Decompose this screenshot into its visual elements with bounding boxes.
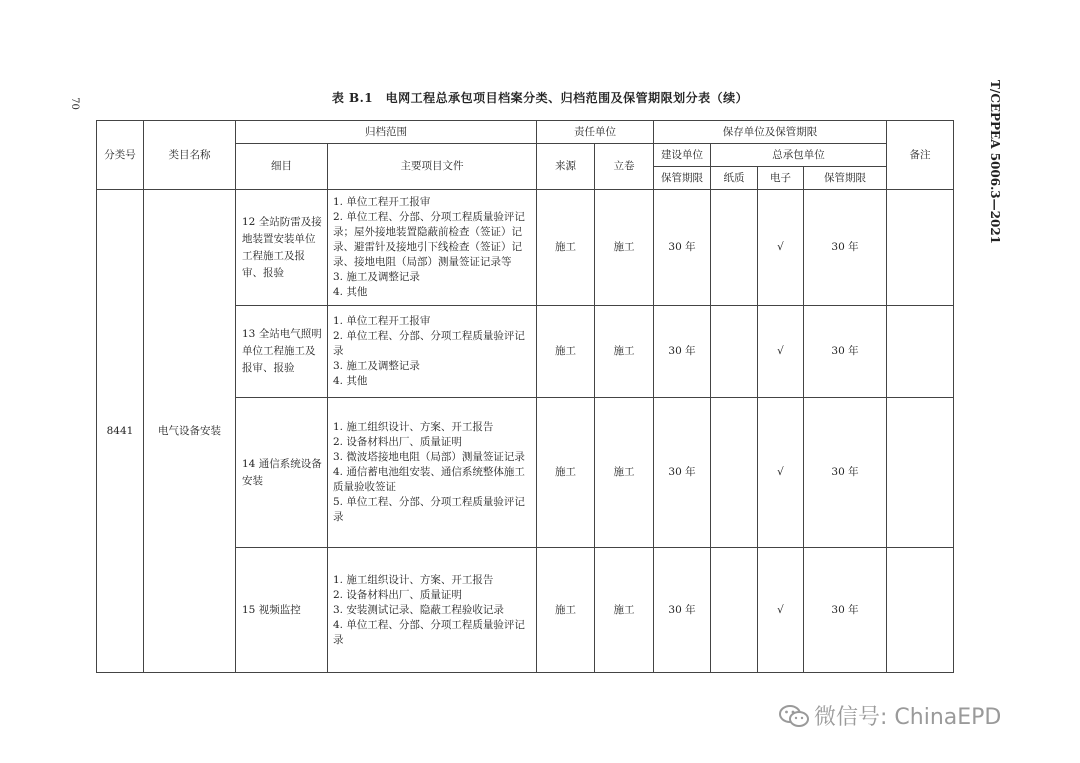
detail-cell: 15 视频监控 <box>236 548 328 673</box>
header-paper: 纸质 <box>711 167 758 190</box>
standard-code: T/CEPPEA 5006.3—2021 <box>988 80 1002 245</box>
doc-line: 4. 通信蓄电池组安装、通信系统整体施工质量验收签证 <box>333 466 525 493</box>
doc-line: 4. 其他 <box>333 286 368 298</box>
doc-line: 3. 微波塔接地电阻（局部）测量签证记录 <box>333 451 525 463</box>
header-filing: 立卷 <box>595 144 654 190</box>
header-class-no: 分类号 <box>97 121 144 190</box>
table-row <box>97 190 954 306</box>
class-no-cell: 8441 <box>97 190 144 673</box>
doc-line: 4. 单位工程、分部、分项工程质量验评记录 <box>333 618 525 646</box>
header-category-name: 类目名称 <box>144 121 236 190</box>
construction-period-cell: 30 年 <box>654 190 711 306</box>
docs-cell <box>328 190 537 306</box>
doc-line: 2. 设备材料出厂、质量证明 <box>333 588 462 601</box>
electronic-cell: √ <box>758 190 804 306</box>
construction-period-cell: 30 年 <box>654 306 711 398</box>
header-retention-period: 保管期限 <box>654 167 711 190</box>
page-number: 70 <box>68 97 80 110</box>
epc-period-cell: 30 年 <box>804 306 887 398</box>
epc-period-cell: 30 年 <box>804 548 887 673</box>
table-title: 表 B.1 电网工程总承包项目档案分类、归档范围及保管期限划分表（续） <box>331 91 749 105</box>
docs-cell <box>328 548 537 673</box>
construction-period-cell: 30 年 <box>654 398 711 548</box>
header-main-docs: 主要项目文件 <box>328 144 537 190</box>
paper-cell <box>711 190 758 306</box>
doc-line: 5. 单位工程、分部、分项工程质量验评记录 <box>333 496 525 523</box>
doc-line: 4. 其他 <box>333 375 368 387</box>
detail-cell: 12 全站防雷及接地装置安装单位工程施工及报审、报验 <box>236 190 328 306</box>
remark-cell <box>887 548 954 673</box>
watermark-text: 微信号: ChinaEPD <box>814 705 1002 730</box>
source-cell: 施工 <box>537 548 595 673</box>
doc-line: 2. 单位工程、分部、分项工程质量验评记录；屋外接地装置隐蔽前检查（签证）记录、避雷针及接地引下线检查（签证）记录、接地电阻（局部）测量签证记录等 <box>333 211 525 268</box>
header-row-1 <box>97 121 954 144</box>
construction-period-cell: 30 年 <box>654 548 711 673</box>
detail-cell: 13 全站电气照明单位工程施工及报审、报验 <box>236 306 328 398</box>
filing-cell: 施工 <box>595 306 654 398</box>
archive-classification-table <box>96 120 954 673</box>
remark-cell <box>887 190 954 306</box>
paper-cell <box>711 548 758 673</box>
header-detail: 细目 <box>236 144 328 190</box>
header-electronic: 电子 <box>758 167 804 190</box>
epc-period-cell: 30 年 <box>804 398 887 548</box>
header-retention-period-epc: 保管期限 <box>804 167 887 190</box>
doc-line: 1. 单位工程开工报审 <box>333 196 431 208</box>
doc-line: 2. 单位工程、分部、分项工程质量验评记录 <box>333 330 525 357</box>
category-name-cell: 电气设备安装 <box>144 190 236 673</box>
docs-cell <box>328 398 537 548</box>
doc-line: 3. 施工及调整记录 <box>333 271 420 283</box>
wechat-icon <box>778 703 810 729</box>
remark-cell <box>887 398 954 548</box>
source-cell: 施工 <box>537 190 595 306</box>
header-source: 来源 <box>537 144 595 190</box>
header-epc-unit: 总承包单位 <box>711 144 887 167</box>
header-construction-unit: 建设单位 <box>654 144 711 167</box>
doc-line: 1. 施工组织设计、方案、开工报告 <box>333 421 494 433</box>
doc-line: 1. 单位工程开工报审 <box>333 315 431 327</box>
filing-cell: 施工 <box>595 398 654 548</box>
electronic-cell: √ <box>758 398 804 548</box>
epc-period-cell: 30 年 <box>804 190 887 306</box>
paper-cell <box>711 398 758 548</box>
source-cell: 施工 <box>537 398 595 548</box>
filing-cell: 施工 <box>595 548 654 673</box>
header-responsible-unit: 责任单位 <box>537 121 654 144</box>
doc-line: 3. 施工及调整记录 <box>333 360 420 372</box>
doc-line: 3. 安装测试记录、隐蔽工程验收记录 <box>333 603 504 616</box>
header-remarks: 备注 <box>887 121 954 190</box>
header-keeping-unit: 保存单位及保管期限 <box>654 121 887 144</box>
header-archive-scope: 归档范围 <box>236 121 537 144</box>
remark-cell <box>887 306 954 398</box>
source-cell: 施工 <box>537 306 595 398</box>
filing-cell: 施工 <box>595 190 654 306</box>
paper-cell <box>711 306 758 398</box>
wechat-watermark <box>778 700 1001 731</box>
electronic-cell: √ <box>758 306 804 398</box>
doc-line: 2. 设备材料出厂、质量证明 <box>333 436 462 448</box>
detail-cell: 14 通信系统设备安装 <box>236 398 328 548</box>
docs-cell <box>328 306 537 398</box>
doc-line: 1. 施工组织设计、方案、开工报告 <box>333 573 494 586</box>
electronic-cell: √ <box>758 548 804 673</box>
